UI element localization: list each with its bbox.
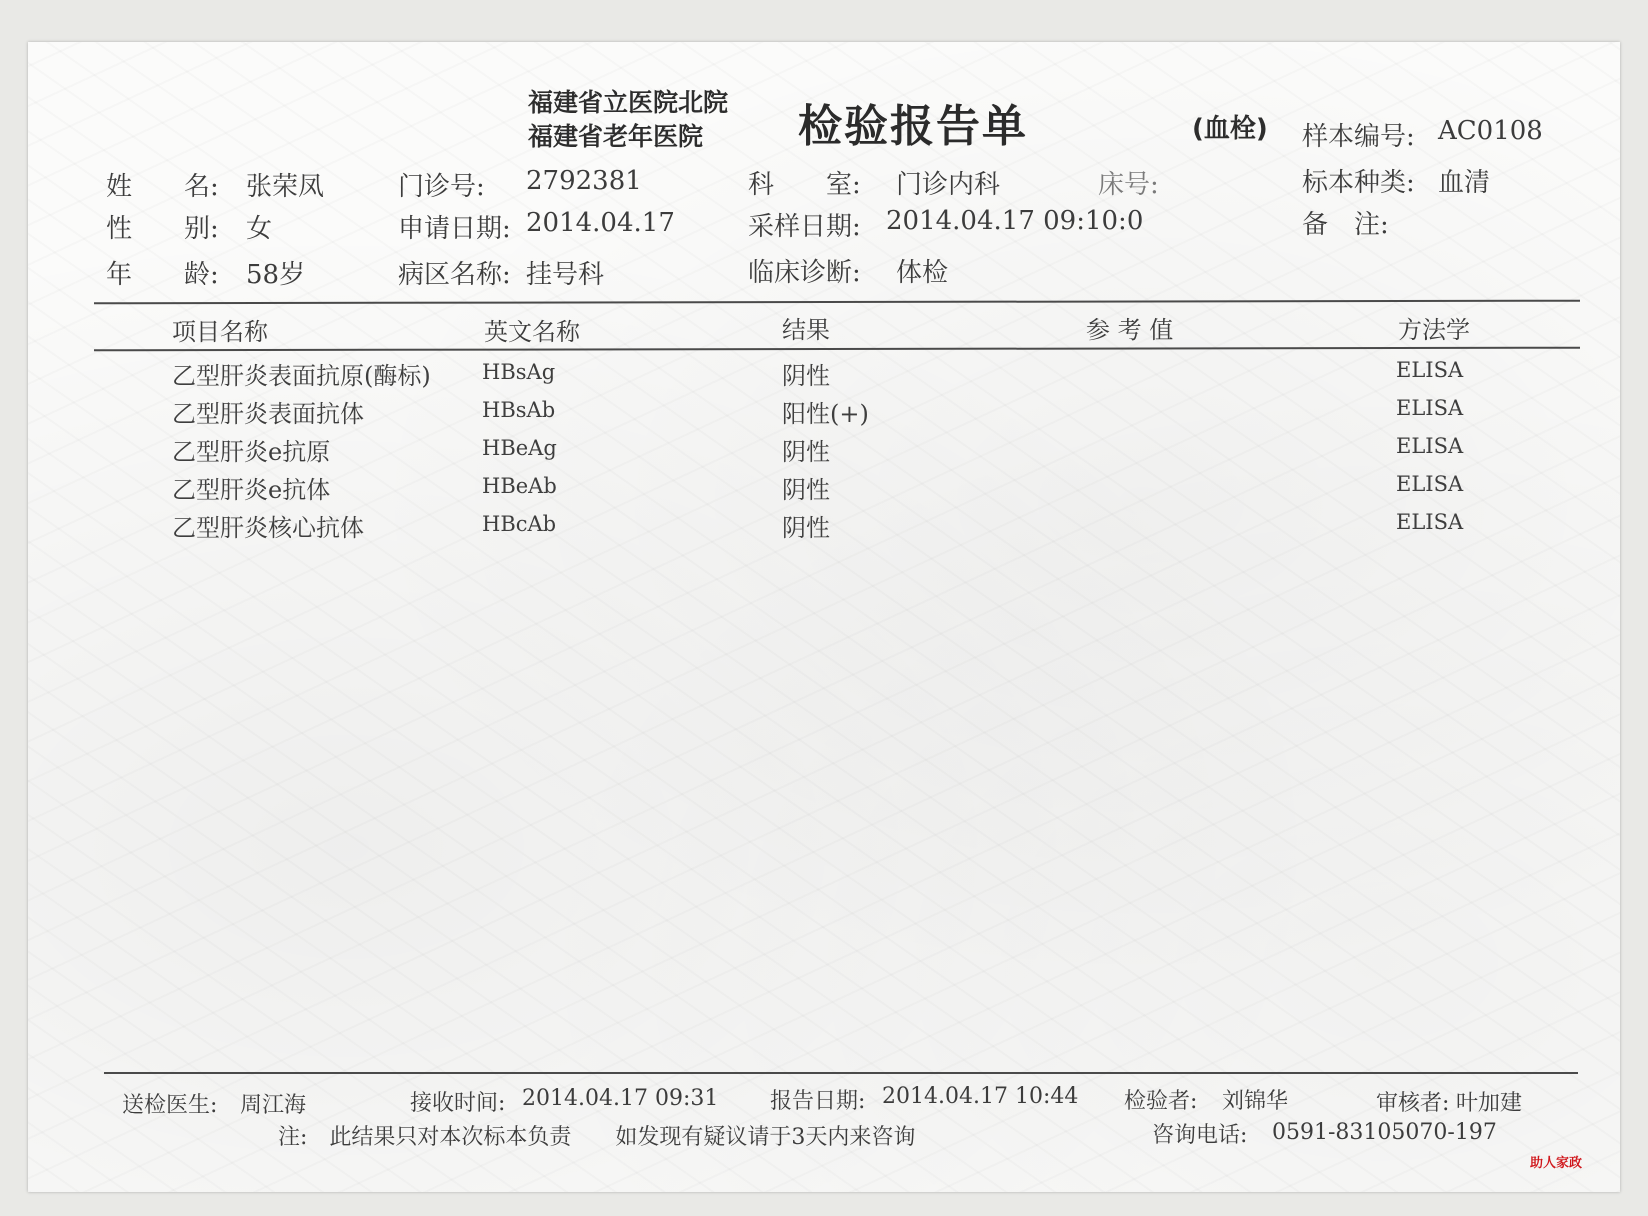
doctor: 周江海 — [240, 1093, 307, 1118]
apply-date: 2014.04.17 — [526, 208, 675, 238]
item-result: 阳性(+) — [782, 400, 869, 428]
dept-label: 科 室: — [748, 170, 861, 200]
age-label: 年 龄: — [106, 260, 219, 290]
item-result: 阴性 — [782, 362, 830, 390]
clinic-no: 2792381 — [526, 166, 642, 196]
item-result: 阴性 — [782, 514, 830, 542]
header-result: 结果 — [782, 316, 830, 344]
sample-no-label: 样本编号: — [1302, 122, 1415, 152]
item-method: ELISA — [1396, 510, 1464, 534]
item-english: HBeAb — [482, 474, 557, 498]
item-name: 乙型肝炎核心抗体 — [172, 514, 364, 542]
item-name: 乙型肝炎e抗原 — [172, 438, 331, 466]
item-english: HBeAg — [482, 436, 557, 460]
table-row — [0, 470, 1648, 506]
clinic-no-label: 门诊号: — [398, 172, 485, 202]
dept: 门诊内科 — [896, 170, 1001, 200]
phone-label: 咨询电话: — [1152, 1123, 1248, 1148]
sample-date: 2014.04.17 09:10:0 — [886, 206, 1144, 236]
report-date-label: 报告日期: — [770, 1089, 866, 1114]
bed-label: 床号: — [1098, 170, 1159, 200]
patient-sex: 女 — [246, 214, 273, 244]
ward: 挂号科 — [526, 260, 605, 290]
watermark-text: 助人家政 — [1530, 1156, 1583, 1171]
disclaimer-note: 注: 此结果只对本次标本负责 如发现有疑议请于3天内来咨询 — [278, 1125, 916, 1150]
item-result: 阴性 — [782, 438, 830, 466]
table-row — [0, 432, 1648, 468]
item-name: 乙型肝炎表面抗原(酶标) — [172, 362, 431, 390]
specimen-tag: (血栓) — [1192, 114, 1268, 144]
header-english: 英文名称 — [484, 318, 580, 346]
header-method: 方法学 — [1398, 316, 1470, 344]
hospital-name-1: 福建省立医院北院 — [528, 88, 729, 117]
receive-time: 2014.04.17 09:31 — [522, 1086, 719, 1111]
phone: 0591-83105070-197 — [1272, 1120, 1497, 1145]
specimen-type-label: 标本种类: — [1302, 168, 1415, 198]
diagnosis-label: 临床诊断: — [748, 258, 861, 288]
apply-date-label: 申请日期: — [398, 214, 511, 244]
reviewer-label: 审核者: — [1376, 1091, 1450, 1116]
diagnosis: 体检 — [896, 258, 949, 288]
item-name: 乙型肝炎表面抗体 — [172, 400, 364, 428]
specimen-type: 血清 — [1438, 168, 1491, 198]
patient-name: 张荣凤 — [246, 172, 325, 202]
item-method: ELISA — [1396, 434, 1464, 458]
hospital-name-2: 福建省老年医院 — [528, 122, 704, 151]
report-date: 2014.04.17 10:44 — [882, 1084, 1079, 1109]
tester: 刘锦华 — [1222, 1089, 1289, 1114]
item-english: HBsAb — [482, 398, 556, 422]
patient-age: 58岁 — [246, 260, 306, 290]
table-row — [0, 356, 1648, 392]
item-method: ELISA — [1396, 396, 1464, 420]
item-name: 乙型肝炎e抗体 — [172, 476, 331, 504]
sample-date-label: 采样日期: — [748, 212, 861, 242]
item-method: ELISA — [1396, 472, 1464, 496]
item-method: ELISA — [1396, 358, 1464, 382]
tester-label: 检验者: — [1124, 1089, 1198, 1114]
remark-label: 备 注: — [1302, 210, 1389, 240]
sex-label: 性 别: — [106, 214, 219, 244]
reviewer: 叶加建 — [1456, 1091, 1523, 1116]
footer-rule — [104, 1072, 1578, 1074]
report-title: 检验报告单 — [798, 101, 1028, 152]
sample-no: AC0108 — [1438, 116, 1543, 146]
header-item: 项目名称 — [172, 318, 268, 346]
table-row — [0, 394, 1648, 430]
item-english: HBcAb — [482, 512, 557, 536]
table-row — [0, 508, 1648, 544]
item-result: 阴性 — [782, 476, 830, 504]
header-reference: 参 考 值 — [1086, 316, 1174, 344]
item-english: HBsAg — [482, 360, 556, 384]
name-label: 姓 名: — [106, 172, 219, 202]
receive-label: 接收时间: — [410, 1091, 506, 1116]
ward-label: 病区名称: — [398, 260, 511, 290]
doctor-label: 送检医生: — [122, 1093, 218, 1118]
